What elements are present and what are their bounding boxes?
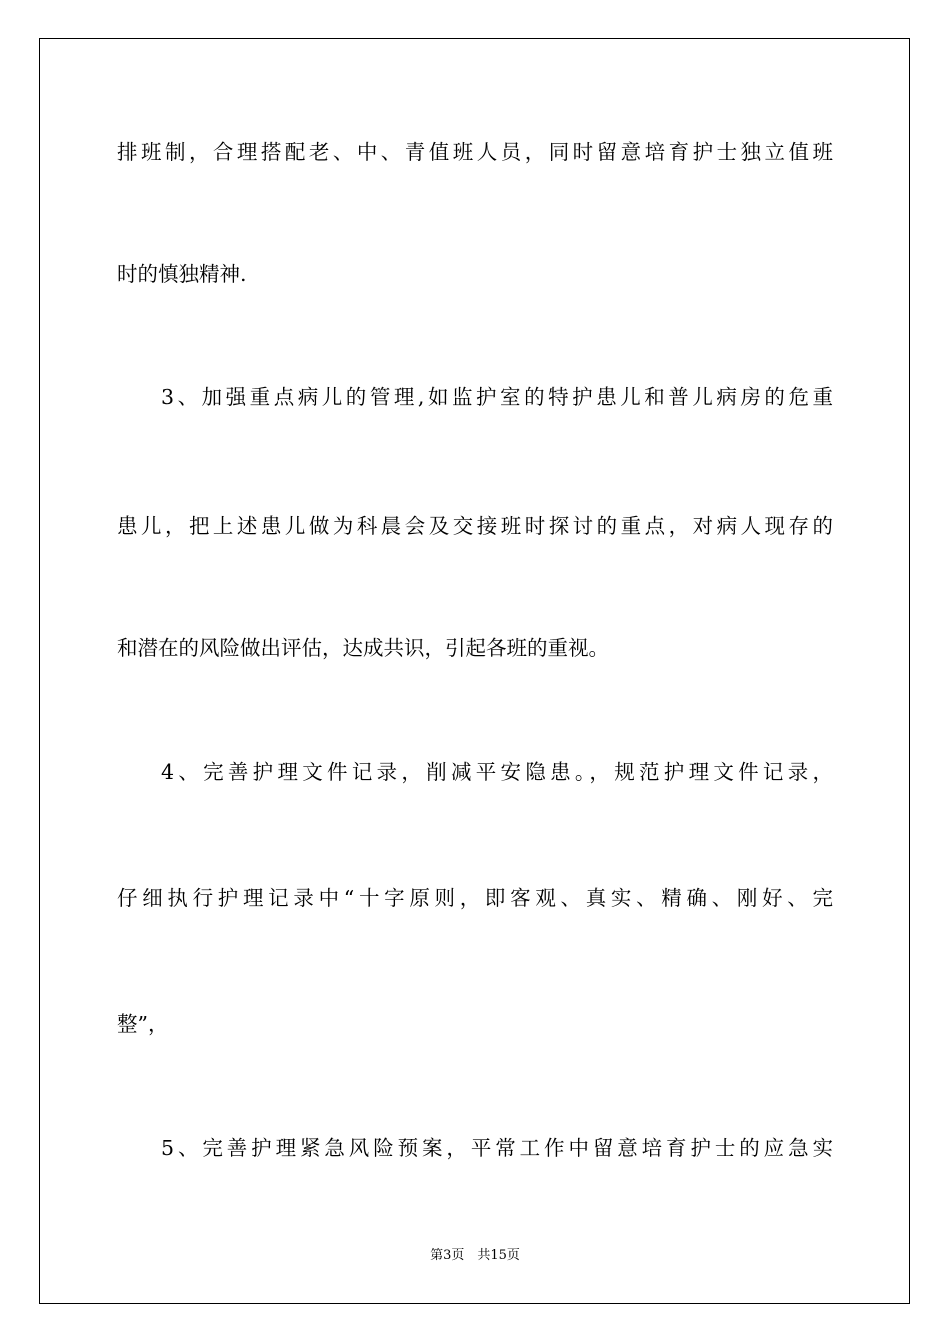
body-text-line-7: 仔细执行护理记录中“十字原则，即客观、真实、精确、刚好、完 [117, 886, 833, 910]
body-text-line-8: 整”， [117, 1012, 169, 1036]
body-text-line-2: 时的慎独精神. [117, 262, 247, 286]
body-text-line-4: 患儿，把上述患儿做为科晨会及交接班时探讨的重点，对病人现存的 [117, 514, 833, 538]
body-text-line-5: 和潜在的风险做出评估，达成共识，引起各班的重视。 [117, 636, 609, 660]
page-border [39, 38, 910, 1304]
body-text-line-6: 4、完善护理文件记录，削减平安隐患。，规范护理文件记录， [161, 760, 833, 784]
body-text-line-9: 5、完善护理紧急风险预案，平常工作中留意培育护士的应急实 [161, 1136, 833, 1160]
body-text-line-3: 3、加强重点病儿的管理,如监护室的特护患儿和普儿病房的危重 [161, 385, 833, 409]
page-number-footer: 第3页 共15页 [430, 1248, 520, 1263]
body-text-line-1: 排班制，合理搭配老、中、青值班人员，同时留意培育护士独立值班 [117, 140, 833, 164]
